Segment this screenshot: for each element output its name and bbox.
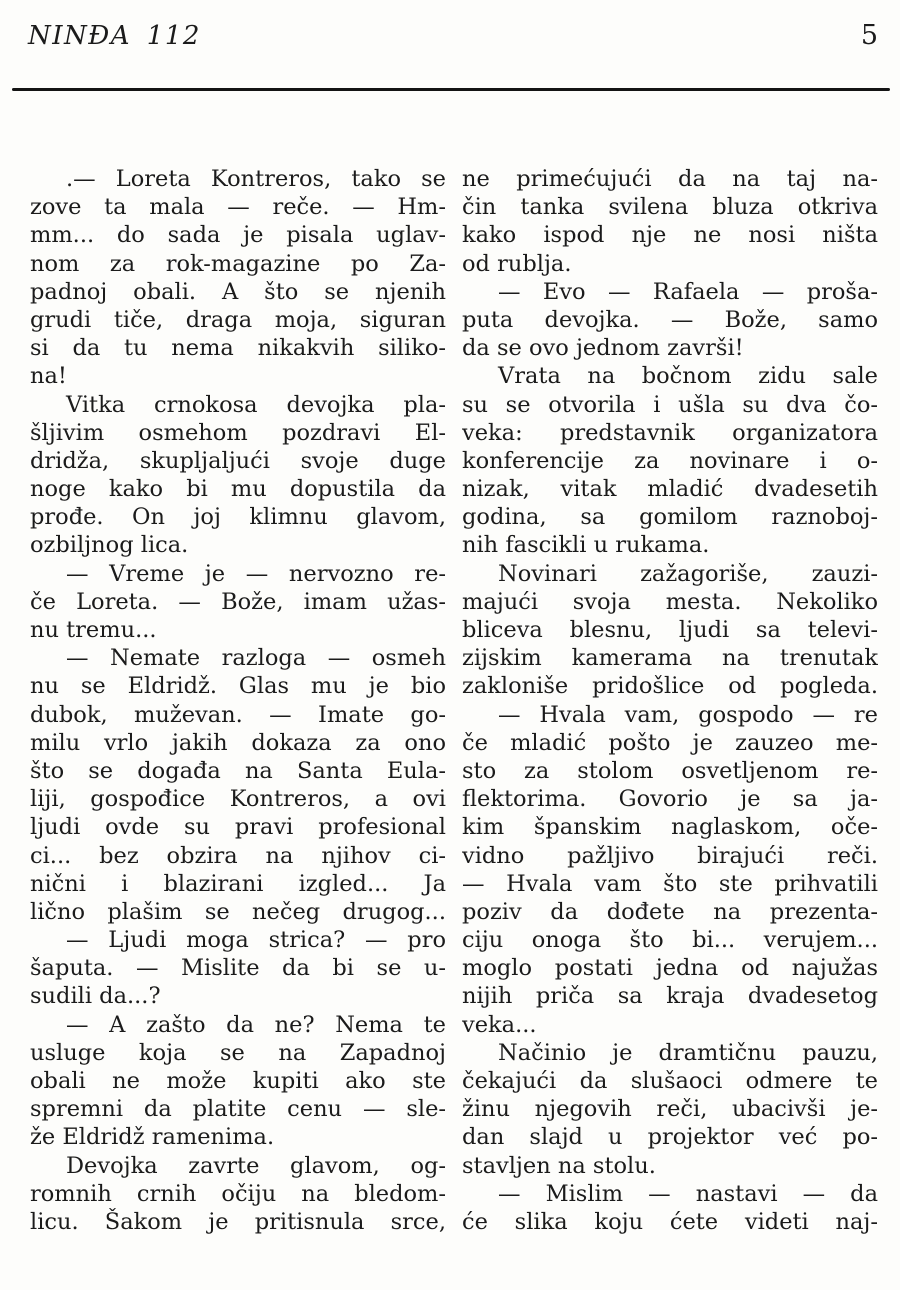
text-line: — Hvala vam, gospodo — re (498, 701, 878, 728)
text-line: moglo postati jedna od najužas (462, 955, 878, 982)
text-line: .— Loreta Kontreros, tako se (66, 166, 446, 192)
text-line: konferencije za novinare i o- (462, 447, 878, 474)
text-line: Vitka crnokosa devojka pla- (66, 391, 446, 418)
text-line: ljudi ovde su pravi profesional (30, 814, 446, 841)
text-line: na! (30, 363, 67, 390)
text-line: dan slajd u projektor već po- (462, 1124, 878, 1151)
text-line: flektorima. Govorio je sa ja- (462, 786, 878, 813)
text-line: zakloniše pridošlice od pogleda. (462, 673, 878, 700)
text-line: grudi tiče, draga moja, siguran (30, 306, 446, 333)
text-line: ci... bez obzira na njihov ci- (30, 842, 446, 869)
text-line: če Loreta. — Bože, imam užas- (30, 588, 446, 615)
text-line: veka... (462, 1011, 537, 1038)
text-line: zove ta mala — reče. — Hm- (30, 194, 446, 221)
text-line: ne primećujući da na taj na- (462, 166, 878, 192)
text-line: Devojka zavrte glavom, og- (66, 1152, 446, 1179)
text-line: Novinari zažagoriše, zauzi- (498, 560, 878, 587)
text-line: — Hvala vam što ste prihvatili (462, 870, 878, 897)
text-line: prođe. On joj klimnu glavom, (30, 504, 446, 531)
column-right (462, 165, 878, 1236)
page-header (28, 20, 878, 51)
text-line: što se događa na Santa Eula- (30, 757, 446, 784)
text-line: nu se Eldridž. Glas mu je bio (30, 673, 446, 700)
text-line: nijih priča sa kraja dvadesetog (462, 983, 878, 1010)
text-line: šljivim osmehom pozdravi El- (30, 419, 446, 446)
text-line: od rublja. (462, 250, 572, 277)
text-line: žinu njegovih reči, ubacivši je- (462, 1096, 878, 1123)
text-line: majući svoja mesta. Nekoliko (462, 588, 878, 615)
text-line: mm... do sada je pisala uglav- (30, 222, 446, 249)
text-line: — Evo — Rafaela — proša- (498, 278, 878, 305)
text-line: nu tremu... (30, 617, 157, 643)
text-line: čin tanka svilena bluza otkriva (462, 194, 878, 221)
text-line: čekajući da slušaoci odmere te (462, 1068, 878, 1094)
column-left (30, 165, 446, 1236)
header-rule (12, 88, 890, 91)
text-line: kim španskim naglaskom, oče- (462, 814, 878, 841)
text-line: godina, sa gomilom raznoboj- (462, 504, 878, 531)
text-line: ozbiljnog lica. (30, 532, 189, 559)
text-line: bliceva blesnu, ljudi sa televi- (462, 617, 878, 643)
text-line: obali ne može kupiti ako ste (30, 1068, 446, 1094)
text-line: — Nemate razloga — osmeh (66, 645, 446, 672)
text-line: romnih crnih očiju na bledom- (30, 1180, 446, 1207)
text-line: zijskim kamerama na trenutak (462, 645, 878, 672)
text-line: dridža, skupljaljući svoje duge (30, 447, 446, 474)
running-title: NINĐA 112 (28, 21, 201, 51)
text-line: — Mislim — nastavi — da (498, 1180, 878, 1207)
text-line: da se ovo jednom završi! (462, 335, 744, 362)
page-number: 5 (860, 20, 878, 51)
text-line: dubok, muževan. — Imate go- (30, 701, 446, 728)
text-line: padnoj obali. A što se njenih (30, 278, 446, 305)
text-line: vidno pažljivo birajući reči. (462, 842, 878, 869)
text-line: nizak, vitak mladić dvadesetih (462, 476, 878, 503)
text-line: liji, gospođice Kontreros, a ovi (30, 786, 446, 813)
text-line: šaputa. — Mislite da bi se u- (30, 955, 446, 982)
text-line: nih fascikli u rukama. (462, 532, 710, 559)
text-columns (30, 165, 878, 1236)
text-line: licu. Šakom je pritisnula srce, (30, 1208, 446, 1235)
text-line: spremni da platite cenu — sle- (30, 1096, 446, 1123)
text-line: že Eldridž ramenima. (30, 1124, 275, 1151)
text-line: — Ljudi moga strica? — pro (66, 927, 446, 954)
text-line: usluge koja se na Zapadnoj (30, 1039, 446, 1066)
text-line: če mladić pošto je zauzeo me- (462, 729, 878, 756)
text-line: Vrata na bočnom zidu sale (498, 363, 878, 390)
text-line: poziv da dođete na prezenta- (462, 898, 878, 925)
text-line: Načinio je dramtičnu pauzu, (498, 1039, 878, 1066)
text-line: će slika koju ćete videti naj- (462, 1208, 878, 1235)
text-line: kako ispod nje ne nosi ništa (462, 222, 878, 249)
text-line: puta devojka. — Bože, samo (462, 306, 878, 333)
text-line: si da tu nema nikakvih siliko- (30, 335, 446, 362)
text-line: ciju onoga što bi... verujem... (462, 927, 878, 954)
text-line: su se otvorila i ušla su dva čo- (462, 391, 878, 418)
text-line: lično plašim se nečeg drugog... (30, 898, 446, 925)
text-line: noge kako bi mu dopustila da (30, 476, 446, 503)
text-line: stavljen na stolu. (462, 1152, 656, 1179)
text-line: veka: predstavnik organizatora (462, 419, 878, 446)
text-line: milu vrlo jakih dokaza za ono (30, 729, 446, 756)
text-line: — A zašto da ne? Nema te (66, 1011, 446, 1038)
text-line: sto za stolom osvetljenom re- (462, 757, 878, 784)
text-line: — Vreme je — nervozno re- (66, 560, 446, 587)
text-line: nom za rok-magazine po Za- (30, 250, 446, 277)
text-line: sudili da...? (30, 983, 161, 1010)
text-line: nični i blazirani izgled... Ja (30, 870, 446, 897)
